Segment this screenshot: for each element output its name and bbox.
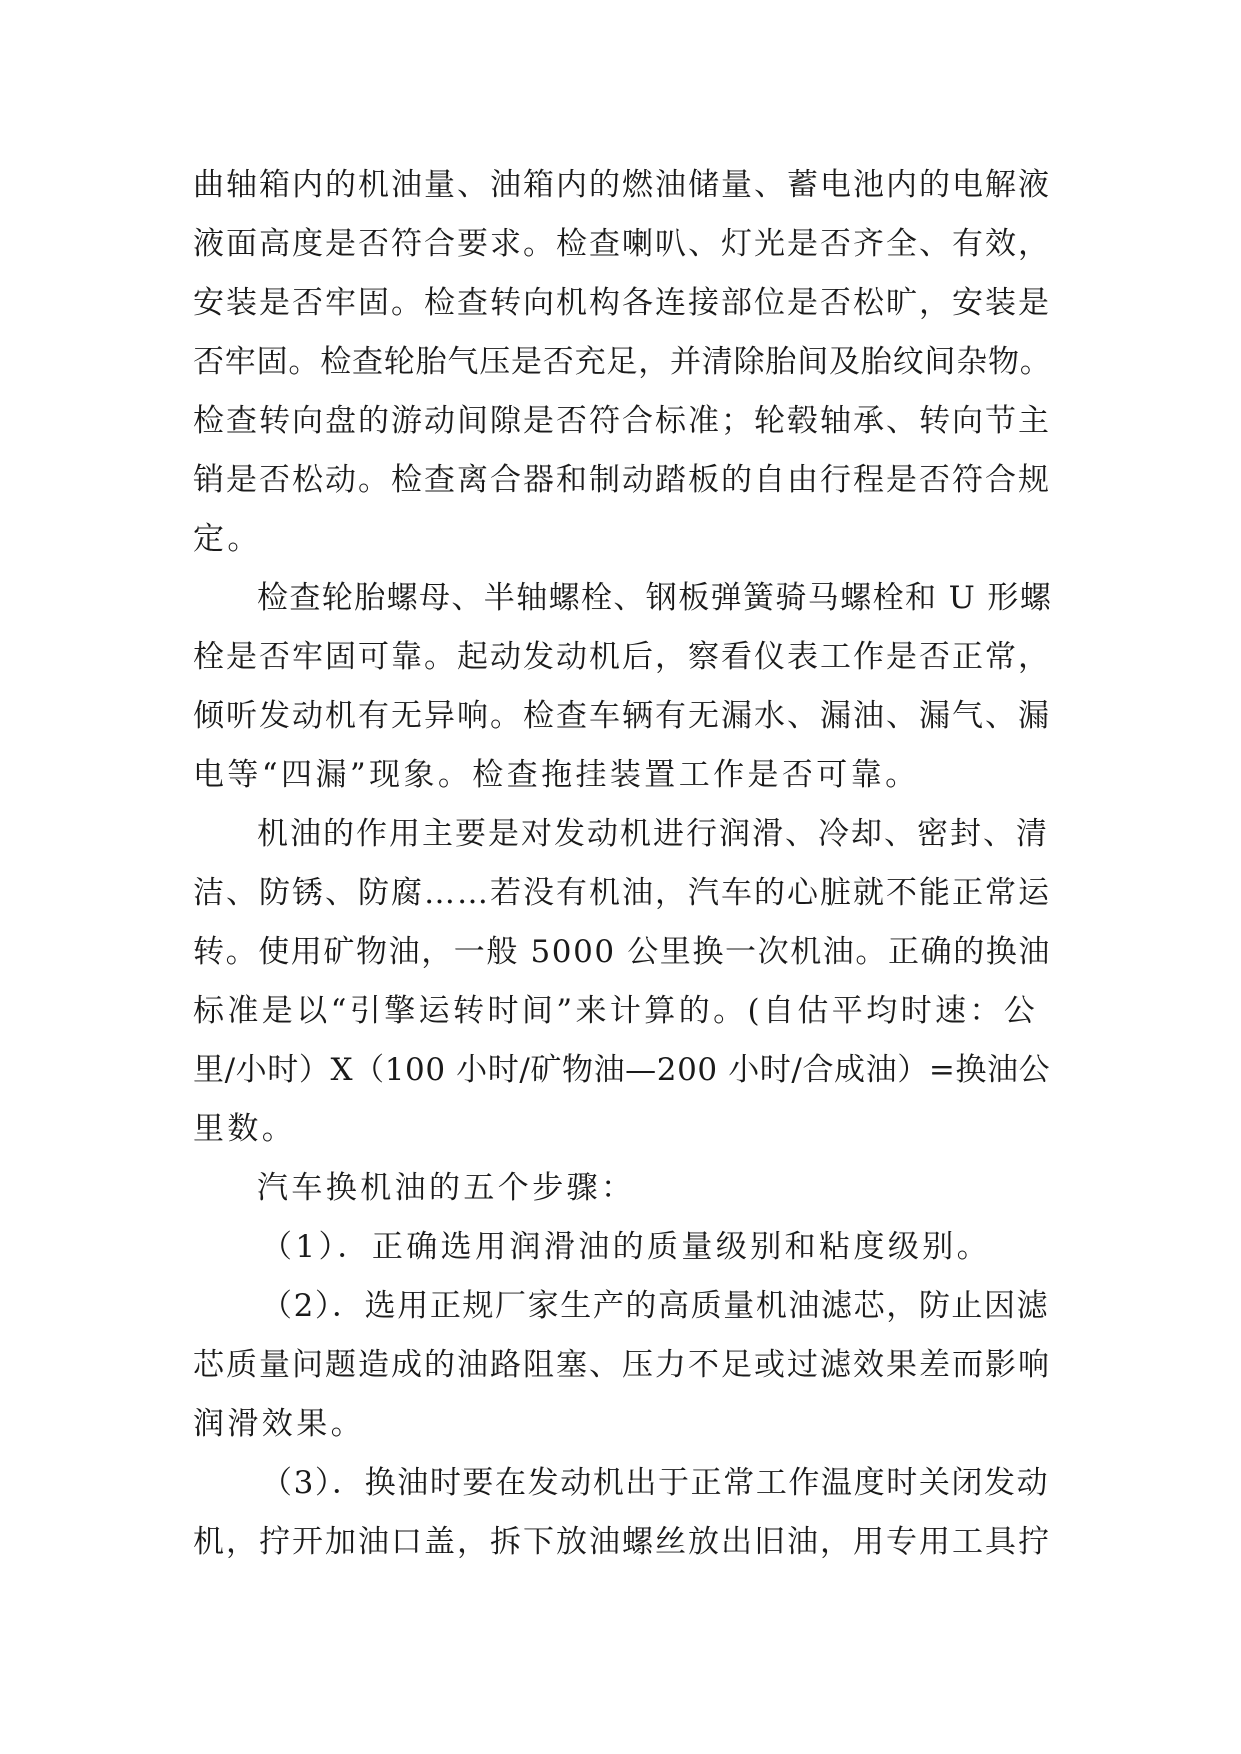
text-line: 电等“四漏”现象。检查拖挂装置工作是否可靠。	[193, 757, 920, 793]
step-item: （3）．换油时要在发动机出于正常工作温度时关闭发动	[261, 1465, 1050, 1501]
text-line: 栓是否牢固可靠。起动发动机后，察看仪表工作是否正常，	[193, 639, 1051, 675]
text-line: 标准是以“引擎运转时间”来计算的。(自估平均时速：公	[193, 993, 1039, 1029]
text-line: 机，拧开加油口盖，拆下放油螺丝放出旧油，用专用工具拧	[193, 1524, 1051, 1560]
text-line: 里/小时）X（100 小时/矿物油—200 小时/合成油）=换油公	[193, 1052, 1051, 1088]
text-line: 芯质量问题造成的油路阻塞、压力不足或过滤效果差而影响	[193, 1347, 1051, 1383]
text-line: 销是否松动。检查离合器和制动踏板的自由行程是否符合规	[193, 462, 1051, 498]
step-item: （1）．正确选用润滑油的质量级别和粘度级别。	[261, 1229, 992, 1265]
text-line: 曲轴箱内的机油量、油箱内的燃油储量、蓄电池内的电解液	[193, 167, 1051, 203]
text-line: 洁、防锈、防腐……若没有机油，汽车的心脏就不能正常运	[193, 875, 1051, 911]
document-body	[193, 156, 1053, 1572]
text-line: 倾听发动机有无异响。检查车辆有无漏水、漏油、漏气、漏	[193, 698, 1051, 734]
text-line: 否牢固。检查轮胎气压是否充足，并清除胎间及胎纹间杂物。	[193, 344, 1052, 380]
step-item: （2）．选用正规厂家生产的高质量机油滤芯，防止因滤	[261, 1288, 1050, 1324]
text-line: 液面高度是否符合要求。检查喇叭、灯光是否齐全、有效，	[193, 226, 1051, 262]
text-line: 润滑效果。	[193, 1406, 365, 1442]
text-line: 定。	[193, 521, 262, 557]
text-line: 转。使用矿物油，一般 5000 公里换一次机油。正确的换油	[193, 934, 1051, 970]
paragraph-first-line: 检查轮胎螺母、半轴螺栓、钢板弹簧骑马螺栓和 U 形螺	[257, 580, 1053, 616]
paragraph-first-line: 机油的作用主要是对发动机进行润滑、冷却、密封、清	[257, 816, 1049, 852]
paragraph-first-line: 汽车换机油的五个步骤：	[257, 1170, 636, 1206]
text-line: 里数。	[193, 1111, 297, 1147]
text-line: 检查转向盘的游动间隙是否符合标准；轮毂轴承、转向节主	[193, 403, 1051, 439]
text-line: 安装是否牢固。检查转向机构各连接部位是否松旷，安装是	[193, 285, 1051, 321]
